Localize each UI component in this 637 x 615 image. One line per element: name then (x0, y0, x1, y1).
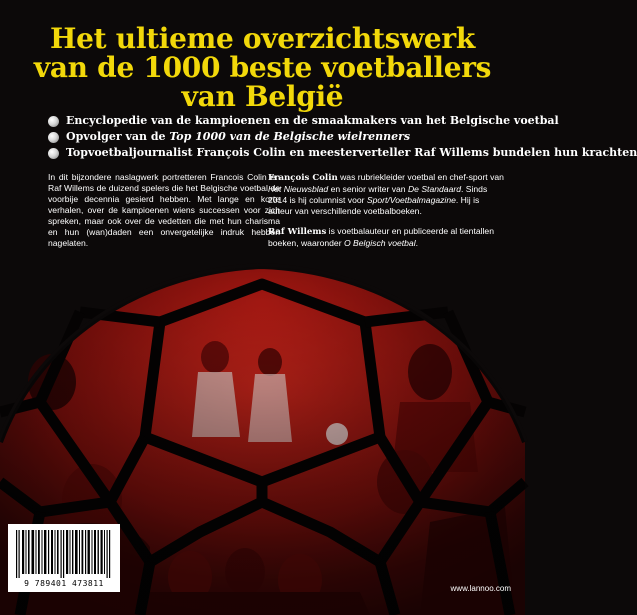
bullet-text: Encyclopedie van de kampioenen en de smaakmakers van het Belgische voetbal (66, 114, 559, 127)
bullet-item (48, 113, 559, 129)
football-bullet-icon (48, 132, 59, 143)
description-text: In dit bijzondere naslagwerk portretteren Francois Colin en Raf Willems de duizend spelers die het Belgische voetbal de voorbije decennia gesierd hebben. Met lange en korte verhalen, over de kampioenen wiens successen voor zich spreken, maar ook over de vedetten die met hun charisma en hun (wan)daden een onvergetelijke indruk hebben nagelaten. (48, 172, 280, 248)
headline (0, 24, 525, 111)
author-bio-willems: Raf Willems is voetbalauteur en publiceerde al tientallen boeken, waaronder O Belgisch voetbal. (268, 226, 494, 248)
isbn-barcode (8, 524, 120, 592)
football-bullet-icon (48, 148, 59, 159)
football-bullet-icon (48, 116, 59, 127)
bullet-item (48, 129, 518, 145)
headline-line-2: van de 1000 beste voetballers (33, 51, 492, 84)
description-column (48, 172, 280, 258)
bullet-text: Topvoetbaljournalist François Colin en meesterverteller Raf Willems bundelen hun krachten (66, 146, 637, 159)
headline-line-1: Het ultieme overzichtswerk (50, 22, 475, 55)
bullet-item (48, 145, 637, 161)
author-bio-colin: François Colin was rubriekleider voetbal en chef-sport van Het Nieuwsblad en senior writer van De Standaard. Sinds 2014 is hij columnist voor Sport/Voetbalmagazine. Hij is auteur van verschillende voetbalboeken. (268, 172, 504, 216)
bullet-list (48, 113, 637, 161)
barcode-bars (14, 530, 114, 578)
isbn-number: 9 789401 473811 (24, 579, 104, 588)
bullet-text: Opvolger van de Top 1000 van de Belgische wielrenners (66, 130, 411, 143)
authors-column (268, 172, 506, 258)
publisher-website: www.lannoo.com (450, 584, 511, 593)
headline-line-3: van België (181, 80, 344, 113)
